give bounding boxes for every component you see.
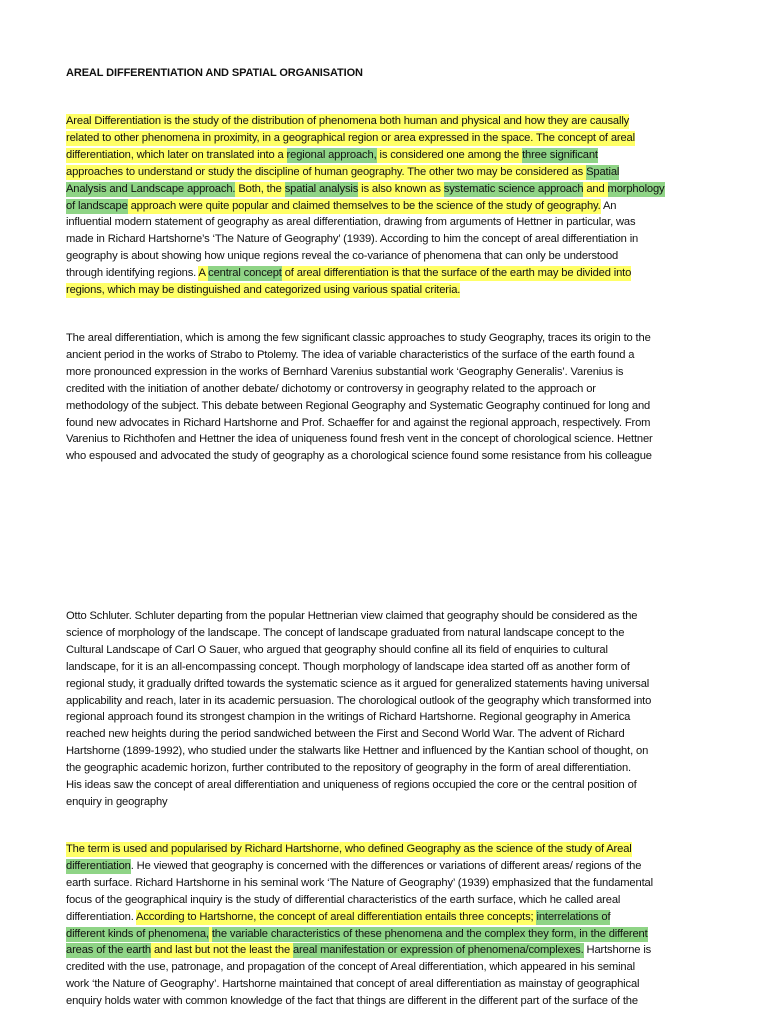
highlight-yellow: Areal Differentiation is the study of the distribution of phenomena both human and physical and how they are causally — [66, 115, 630, 127]
highlight-green: different kinds of phenomena, — [66, 927, 209, 940]
text-run: Hartshorne (1899-1992), who studied under the stalwarts like Hettner and influenced by the Kantian school of thought, on — [66, 745, 649, 758]
text-line — [66, 248, 618, 265]
text-line — [66, 993, 638, 1010]
text-run: enquiry in geography — [66, 795, 168, 808]
text-line — [66, 841, 632, 858]
highlight-green: regional approach, — [286, 148, 377, 161]
text-line — [66, 875, 653, 892]
text-run: Hartshorne is — [583, 944, 652, 957]
text-run: work ‘the Nature of Geography’. Hartshorne maintained that concept of areal differentiation as mainstay of geographical — [66, 978, 640, 991]
highlight-yellow: related to other phenomena in proximity, in a geographical region or area expressed in the space. The concept of areal — [66, 131, 635, 144]
text-run: who espoused and advocated the study of geography as a chorological science found some resistance from his colleague — [66, 450, 652, 463]
text-run: regional study, it gradually drifted towards the systematic science as it argued for generalized statements having universal — [66, 677, 650, 690]
text-run: landscape, for it is an all-encompassing concept. Though morphology of landscape idea started off as another form of — [66, 660, 630, 673]
text-run: the geographic academic horizon, further contributed to the repository of geography in the form of areal differentiation. — [66, 762, 631, 775]
text-run: ancient period in the works of Strabo to Ptolemy. The idea of variable characteristics of the surface of the earth found a — [66, 348, 635, 361]
text-line — [66, 642, 608, 659]
highlight-yellow: approaches to understand or study the discipline of human geography. The other two may be considered as — [66, 165, 587, 178]
highlight-green: areal manifestation or expression of phenomena/complexes. — [292, 944, 584, 957]
highlight-yellow: differentiation, which later on translated into a — [66, 148, 287, 161]
text-line — [66, 794, 168, 811]
text-line — [66, 959, 635, 976]
text-line — [66, 858, 641, 875]
text-line — [66, 976, 639, 993]
text-run: made in Richard Hartshorne’s ‘The Nature of Geography’ (1939). According to him the concept of areal differentiation in — [66, 233, 639, 246]
highlight-green: morphology — [607, 182, 665, 195]
highlight-green: spatial analysis — [284, 182, 359, 195]
text-line — [66, 743, 648, 760]
text-line — [66, 659, 630, 676]
text-run: An — [600, 199, 617, 212]
text-line — [66, 381, 596, 398]
text-run: more pronounced expression in the works of Bernhard Varenius substantial work ‘Geography Generalis’. Varenius is — [66, 365, 624, 378]
text-line — [66, 181, 665, 198]
text-run: Otto Schluter. Schluter departing from the popular Hettnerian view claimed that geography should be considered as the — [66, 610, 638, 622]
text-run: through identifying regions. — [66, 267, 199, 280]
highlight-yellow: and — [583, 182, 608, 195]
text-run: credited with the initiation of another debate/ dichotomy or controversy in geography related to the approach or — [66, 382, 596, 395]
highlight-green: interrelations of — [536, 910, 611, 923]
text-line — [66, 130, 635, 147]
highlight-green: Spatial — [586, 165, 620, 178]
highlight-green: differentiation — [66, 859, 131, 872]
highlight-yellow: Both, the — [235, 182, 285, 195]
text-run: His ideas saw the concept of areal differentiation and uniqueness of regions occupied the core or the central position of — [66, 779, 637, 791]
highlight-yellow: The term is used and popularised by Richard Hartshorne, who defined Geography as the science of the study of Areal — [66, 843, 632, 855]
text-line — [66, 909, 610, 926]
highlight-green: the variable characteristics of these phenomena and the complex they form, in the different — [211, 927, 648, 940]
text-line — [66, 777, 637, 794]
highlight-yellow: is considered one among the — [376, 148, 523, 161]
highlight-yellow: approach were quite popular and claimed themselves to be the science of the study of geography. — [127, 199, 601, 212]
text-line — [66, 693, 651, 710]
text-run: regional approach found its strongest champion in the writings of Richard Hartshorne. Regional geography in America — [66, 711, 631, 724]
text-run: methodology of the subject. This debate between Regional Geography and Systematic Geography continued for long and — [66, 399, 651, 412]
text-line — [66, 147, 598, 164]
highlight-yellow: According to Hartshorne, the concept of areal differentiation entails three concepts; — [136, 910, 537, 923]
highlight-green: three significant — [522, 148, 598, 161]
highlight-green: of landscape — [66, 199, 128, 212]
text-run: applicability and reach, later in its academic persuasion. The chorological outlook of the geography which transformed into — [66, 694, 652, 707]
text-line — [66, 760, 631, 777]
highlight-yellow: and last but not the least the — [151, 944, 293, 957]
text-line — [66, 431, 653, 448]
text-line — [66, 347, 634, 364]
highlight-yellow: A — [198, 267, 209, 280]
text-run: found new advocates in Richard Hartshorne and Prof. Schaeffer for and against the regional approach, respectively. From — [66, 416, 651, 429]
highlight-green: areas of the earth — [66, 944, 151, 957]
text-line — [66, 265, 631, 282]
text-run: credited with the use, patronage, and propagation of the concept of Areal differentiation, which appeared in his seminal — [66, 961, 635, 974]
document-title: AREAL DIFFERENTIATION AND SPATIAL ORGANISATION — [66, 67, 363, 79]
text-line — [66, 625, 624, 642]
text-run: influential modern statement of geography as areal differentiation, drawing from arguments of Hettner in particular, was — [66, 216, 636, 229]
text-run: Cultural Landscape of Carl O Sauer, who argued that geography should confine all its field of enquiries to cultural — [66, 643, 608, 656]
text-line — [66, 231, 638, 248]
highlight-green: systematic science approach — [443, 182, 584, 195]
text-line — [66, 926, 648, 943]
text-run: Varenius to Richthofen and Hettner the idea of uniqueness found fresh vent in the concept of chorological science. Hettner — [66, 433, 653, 446]
text-run: earth surface. Richard Hartshorne in his seminal work ‘The Nature of Geography’ (1939) emphasized that the fundamental — [66, 876, 653, 889]
text-line — [66, 448, 652, 465]
text-line — [66, 198, 616, 215]
text-line — [66, 709, 630, 726]
text-run: . He viewed that geography is concerned with the differences or variations of different areas/ regions of the — [130, 859, 642, 872]
text-line — [66, 608, 637, 625]
highlight-yellow: regions, which may be distinguished and categorized using various spatial criteria. — [66, 284, 461, 296]
text-run: focus of the geographical inquiry is the study of differential characteristics of the earth surface, which he called areal — [66, 893, 621, 906]
text-run: differentiation. — [66, 910, 137, 923]
text-line — [66, 415, 650, 432]
text-run: geography is about showing how unique regions reveal the co-variance of phenomena that can only be understood — [66, 250, 619, 263]
text-line — [66, 330, 651, 347]
text-run: The areal differentiation, which is among the few significant classic approaches to study Geography, traces its origin to the — [66, 332, 651, 344]
text-run: science of morphology of the landscape. The concept of landscape graduated from natural landscape concept to the — [66, 626, 625, 639]
text-line — [66, 214, 635, 231]
text-line — [66, 726, 625, 743]
text-line — [66, 282, 460, 299]
text-line — [66, 676, 649, 693]
highlight-yellow: is also known as — [358, 182, 444, 195]
text-line — [66, 364, 623, 381]
text-line — [66, 942, 651, 959]
text-line — [66, 398, 650, 415]
highlight-yellow: of areal differentiation is that the surface of the earth may be divided into — [281, 267, 632, 280]
highlight-green: central concept — [208, 267, 282, 280]
text-run: enquiry holds water with common knowledge of the fact that things are different in the different part of the surface of the — [66, 995, 638, 1008]
text-line — [66, 113, 629, 130]
text-line — [66, 164, 619, 181]
text-line — [66, 892, 620, 909]
text-run: reached new heights during the period sandwiched between the First and Second World War. The advent of Richard — [66, 728, 625, 741]
highlight-green: Analysis and Landscape approach. — [66, 182, 236, 195]
